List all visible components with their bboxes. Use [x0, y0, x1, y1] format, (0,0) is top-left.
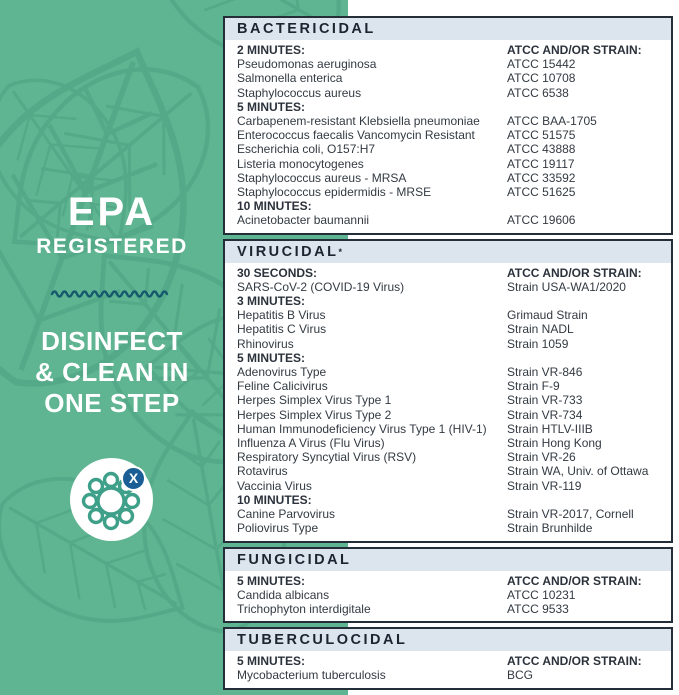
strain-value: ATCC 51575	[507, 128, 576, 143]
organism-name: Vaccinia Virus	[237, 478, 312, 493]
organism-row	[237, 128, 659, 142]
strain-value: ATCC 51625	[507, 185, 576, 200]
contact-time-label: 5 MINUTES:	[237, 573, 306, 588]
contact-time-label: 3 MINUTES:	[237, 294, 306, 309]
strain-value: Strain Brunhilde	[507, 521, 593, 536]
section-body	[225, 40, 671, 233]
wave-divider-icon	[49, 287, 175, 299]
organism-row	[237, 408, 659, 422]
contact-time-label: 2 MINUTES:	[237, 43, 306, 57]
time-row	[237, 100, 659, 114]
contact-time-label: 30 SECONDS:	[237, 265, 318, 280]
strain-value: ATCC 19117	[507, 156, 575, 171]
section-title: TUBERCULOCIDAL	[237, 632, 408, 649]
strain-value: Strain VR-733	[507, 393, 583, 408]
organism-row	[237, 464, 659, 478]
contact-time-label: 10 MINUTES:	[237, 492, 312, 507]
organism-row	[237, 213, 659, 227]
x-badge-icon: X	[121, 466, 146, 491]
organism-row	[237, 337, 659, 351]
strain-value: Strain HTLV-IIIB	[507, 421, 593, 436]
panel-subtitle	[0, 326, 224, 419]
time-row	[237, 654, 659, 668]
organism-name: Mycobacterium tuberculosis	[237, 668, 386, 683]
organism-name: Herpes Simplex Virus Type 2	[237, 407, 392, 422]
strain-value: BCG	[507, 668, 534, 683]
strain-value: Strain F-9	[507, 379, 560, 394]
organism-name: SARS-CoV-2 (COVID-19 Virus)	[237, 279, 405, 294]
organism-name: Salmonella enterica	[237, 71, 343, 86]
strain-value: Strain WA, Univ. of Ottawa	[507, 464, 649, 479]
efficacy-table	[223, 16, 673, 694]
strain-value: ATCC BAA-1705	[507, 114, 597, 129]
organism-name: Trichophyton interdigitale	[237, 601, 371, 616]
strain-column-header: ATCC AND/OR STRAIN:	[507, 654, 642, 669]
time-row	[237, 199, 659, 213]
strain-value: ATCC 43888	[507, 142, 576, 157]
section-header	[225, 549, 671, 571]
organism-row	[237, 379, 659, 393]
strain-value: Strain VR-119	[507, 478, 582, 493]
organism-row	[237, 185, 659, 199]
strain-value: ATCC 9533	[507, 601, 569, 616]
organism-name: Canine Parvovirus	[237, 507, 336, 522]
strain-value: ATCC 6538	[507, 85, 569, 100]
strain-column-header: ATCC AND/OR STRAIN:	[507, 573, 642, 588]
organism-row	[237, 588, 659, 602]
subtitle-line-3: ONE STEP	[44, 388, 180, 418]
organism-row	[237, 171, 659, 185]
organism-name: Hepatitis B Virus	[237, 308, 326, 323]
organism-name: Feline Calicivirus	[237, 379, 328, 394]
section-title: BACTERICIDAL	[237, 21, 376, 37]
organism-row	[237, 393, 659, 407]
organism-name: Respiratory Syncytial Virus (RSV)	[237, 450, 417, 465]
strain-column-header	[507, 493, 659, 507]
efficacy-section	[223, 16, 673, 235]
organism-row	[237, 668, 659, 682]
strain-column-header	[507, 100, 659, 114]
organism-name: Escherichia coli, O157:H7	[237, 142, 376, 157]
efficacy-section	[223, 239, 673, 543]
contact-time-label: 5 MINUTES:	[237, 654, 306, 669]
organism-row	[237, 280, 659, 294]
organism-name: Candida albicans	[237, 587, 330, 602]
section-body	[225, 263, 671, 541]
panel-text	[0, 192, 224, 419]
organism-name: Staphylococcus aureus	[237, 85, 362, 100]
organism-row	[237, 521, 659, 535]
strain-column-header	[507, 294, 659, 308]
strain-column-header: ATCC AND/OR STRAIN:	[507, 265, 642, 280]
time-row	[237, 294, 659, 308]
strain-value: ATCC 33592	[507, 170, 576, 185]
organism-name: Poliovirus Type	[237, 521, 319, 536]
organism-row	[237, 479, 659, 493]
section-title: VIRUCIDAL	[237, 243, 339, 260]
strain-value: Strain VR-2017, Cornell	[507, 507, 634, 522]
organism-name: Staphylococcus epidermidis - MRSE	[237, 185, 432, 200]
organism-row	[237, 142, 659, 156]
strain-value: Strain NADL	[507, 322, 574, 337]
strain-value: Grimaud Strain	[507, 308, 588, 323]
subtitle-line-2: & CLEAN IN	[35, 357, 189, 387]
section-asterisk: *	[338, 246, 342, 257]
efficacy-section	[223, 627, 673, 689]
organism-row	[237, 602, 659, 616]
time-row	[237, 43, 659, 57]
strain-value: ATCC 10708	[507, 71, 576, 86]
time-row	[237, 266, 659, 280]
organism-name: Adenovirus Type	[237, 365, 327, 380]
organism-row	[237, 114, 659, 128]
organism-name: Pseudomonas aeruginosa	[237, 57, 377, 72]
section-header	[225, 241, 671, 263]
time-row	[237, 351, 659, 365]
organism-row	[237, 436, 659, 450]
organism-row	[237, 507, 659, 521]
organism-name: Rotavirus	[237, 464, 288, 479]
organism-name: Staphylococcus aureus - MRSA	[237, 170, 407, 185]
organism-name: Herpes Simplex Virus Type 1	[237, 393, 392, 408]
contact-time-label: 10 MINUTES:	[237, 199, 312, 214]
strain-value: ATCC 19606	[507, 213, 576, 228]
organism-row	[237, 71, 659, 85]
section-header	[225, 18, 671, 40]
time-row	[237, 574, 659, 588]
subtitle-line-1: DISINFECT	[41, 326, 183, 356]
contact-time-label: 5 MINUTES:	[237, 350, 306, 365]
strain-value: Strain VR-846	[507, 365, 583, 380]
organism-row	[237, 365, 659, 379]
virus-icon	[70, 458, 153, 541]
organism-name: Rhinovirus	[237, 336, 294, 351]
organism-row	[237, 322, 659, 336]
section-body	[225, 651, 671, 687]
strain-value: Strain USA-WA1/2020	[507, 279, 626, 294]
section-title: FUNGICIDAL	[237, 551, 352, 568]
organism-row	[237, 450, 659, 464]
organism-row	[237, 157, 659, 171]
organism-name: Influenza A Virus (Flu Virus)	[237, 436, 385, 451]
organism-row	[237, 57, 659, 71]
organism-row	[237, 422, 659, 436]
section-body	[225, 571, 671, 622]
registered-title: REGISTERED	[36, 235, 188, 258]
strain-value: Strain Hong Kong	[507, 436, 602, 451]
strain-value: Strain VR-26	[507, 450, 576, 465]
organism-name: Hepatitis C Virus	[237, 322, 327, 337]
section-header	[225, 629, 671, 651]
time-row	[237, 493, 659, 507]
organism-name: Listeria monocytogenes	[237, 156, 364, 171]
strain-column-header	[507, 351, 659, 365]
strain-value: Strain 1059	[507, 336, 569, 351]
strain-column-header	[507, 199, 659, 213]
strain-value: Strain VR-734	[507, 407, 583, 422]
strain-value: ATCC 15442	[507, 57, 576, 72]
contact-time-label: 5 MINUTES:	[237, 99, 306, 114]
organism-name: Acinetobacter baumannii	[237, 213, 370, 228]
organism-name: Human Immunodeficiency Virus Type 1 (HIV-1)	[237, 421, 487, 436]
organism-name: Enterococcus faecalis Vancomycin Resistant	[237, 128, 475, 143]
strain-column-header: ATCC AND/OR STRAIN:	[507, 43, 642, 57]
organism-row	[237, 86, 659, 100]
epa-title: EPA	[67, 190, 157, 234]
organism-row	[237, 308, 659, 322]
organism-name: Carbapenem-resistant Klebsiella pneumoniae	[237, 114, 480, 129]
strain-value: ATCC 10231	[507, 587, 576, 602]
efficacy-section	[223, 547, 673, 624]
